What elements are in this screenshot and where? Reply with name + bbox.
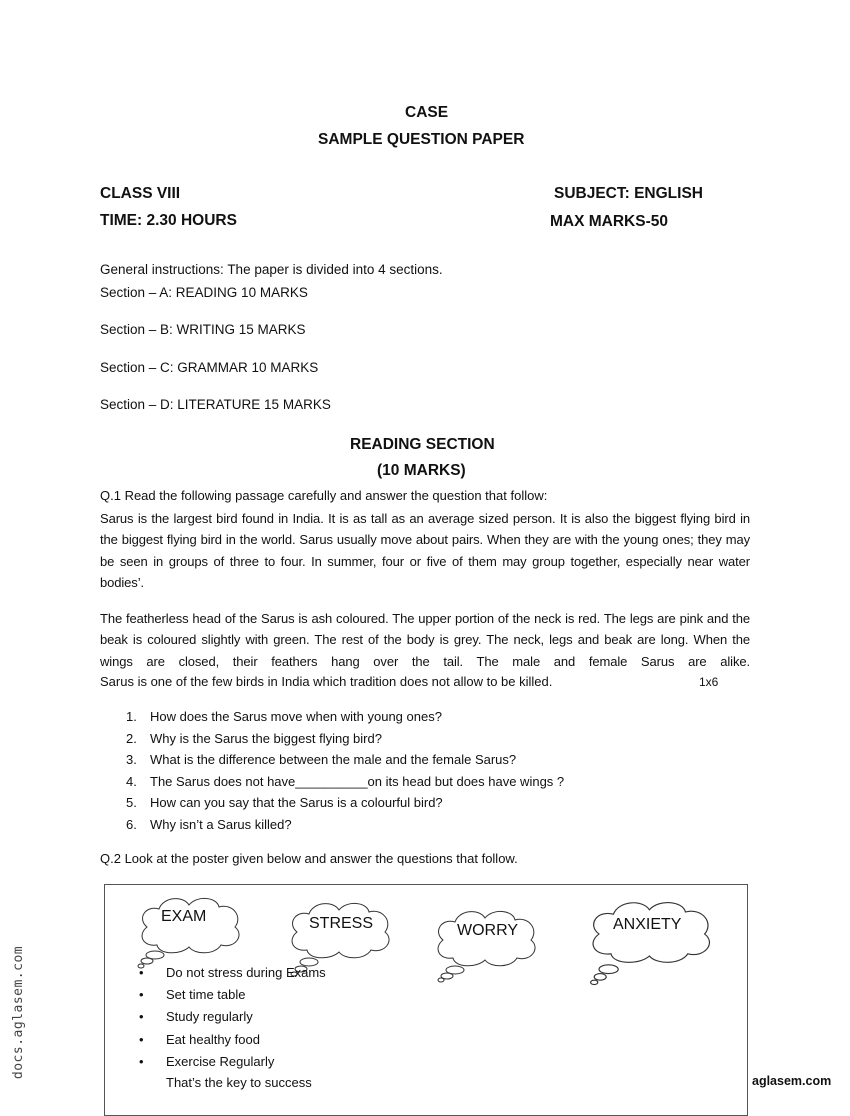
poster-bullet [139,1054,274,1069]
bullet-icon: • [139,1009,144,1024]
question-item [126,752,516,767]
section-d: Section – D: LITERATURE 15 MARKS [100,397,331,412]
general-instructions: General instructions: The paper is divided into 4 sections. [100,262,443,277]
brand-label: aglasem.com [752,1074,832,1088]
poster-tagline: That’s the key to success [166,1075,312,1090]
bullet-text: Eat healthy food [166,1032,260,1047]
question-text: Why isn’t a Sarus killed? [150,817,292,832]
watermark: docs.aglasem.com [11,945,27,1080]
question-number: 2. [126,731,137,746]
question-item [126,709,442,724]
subject-label: SUBJECT: ENGLISH [554,185,703,202]
poster-bullet [139,1032,260,1047]
passage-paragraph-2: The featherless head of the Sarus is ash coloured. The upper portion of the neck is red. The legs are pink and the beak is coloured slightly with green. The rest of the body is grey. The neck, legs and beak are long. When the wings are closed, their feathers hang over the tail. The male and female Sarus are alike. [100,611,750,669]
poster-bullet [139,965,326,980]
max-marks-label: MAX MARKS-50 [550,213,668,230]
section-b: Section – B: WRITING 15 MARKS [100,322,306,337]
q1-marks: 1x6 [699,675,719,689]
question-item [126,817,292,832]
question-number: 6. [126,817,137,832]
question-text: How can you say that the Sarus is a colourful bird? [150,795,443,810]
question-item [126,731,382,746]
cloud-stress: STRESS [309,915,374,932]
question-text: The Sarus does not have__________on its head but does have wings ? [150,774,565,789]
cloud-worry: WORRY [457,922,519,939]
section-a: Section – A: READING 10 MARKS [100,285,308,300]
q1-prompt: Q.1 Read the following passage carefully and answer the question that follow: [100,488,548,503]
question-number: 5. [126,795,137,810]
poster-bullet [139,987,246,1002]
paper-title: SAMPLE QUESTION PAPER [318,131,525,148]
reading-marks: (10 MARKS) [377,462,466,479]
question-text: How does the Sarus move when with young ones? [150,709,442,724]
poster-bullet [139,1009,253,1024]
bullet-text: Set time table [166,987,246,1002]
reading-heading: READING SECTION [350,436,495,453]
q2-prompt: Q.2 Look at the poster given below and answer the questions that follow. [100,851,518,866]
bullet-text: Do not stress during Exams [166,965,326,980]
bullet-text: Exercise Regularly [166,1054,275,1069]
time-label: TIME: 2.30 HOURS [100,212,237,229]
bullet-text: Study regularly [166,1009,253,1024]
poster [104,884,748,1116]
question-text: Why is the Sarus the biggest flying bird? [150,731,382,746]
question-text: What is the difference between the male and the female Sarus? [150,752,517,767]
bullet-icon: • [139,965,144,980]
question-number: 4. [126,774,137,789]
bullet-icon: • [139,1054,144,1069]
question-item [126,774,564,789]
cloud-exam: EXAM [161,908,207,925]
question-number: 3. [126,752,137,767]
bullet-icon: • [139,987,144,1002]
question-item [126,795,443,810]
org-name: CASE [405,104,449,121]
passage-last-line: Sarus is one of the few birds in India which tradition does not allow to be killed. [100,674,553,689]
cloud-anxiety-shape [591,903,710,985]
question-number: 1. [126,709,137,724]
section-c: Section – C: GRAMMAR 10 MARKS [100,360,319,375]
bullet-icon: • [139,1032,144,1047]
class-label: CLASS VIII [100,185,181,202]
cloud-anxiety: ANXIETY [613,916,682,933]
passage-paragraph-1: Sarus is the largest bird found in India. It is as tall as an average sized person. It is also the biggest flying bird in the biggest flying bird in the world. Sarus usually move about pairs. When they are with the young ones; they may be seen in groups of three to four. In summer, four or five of them may group together, especially near water bodies’. [100,511,750,590]
